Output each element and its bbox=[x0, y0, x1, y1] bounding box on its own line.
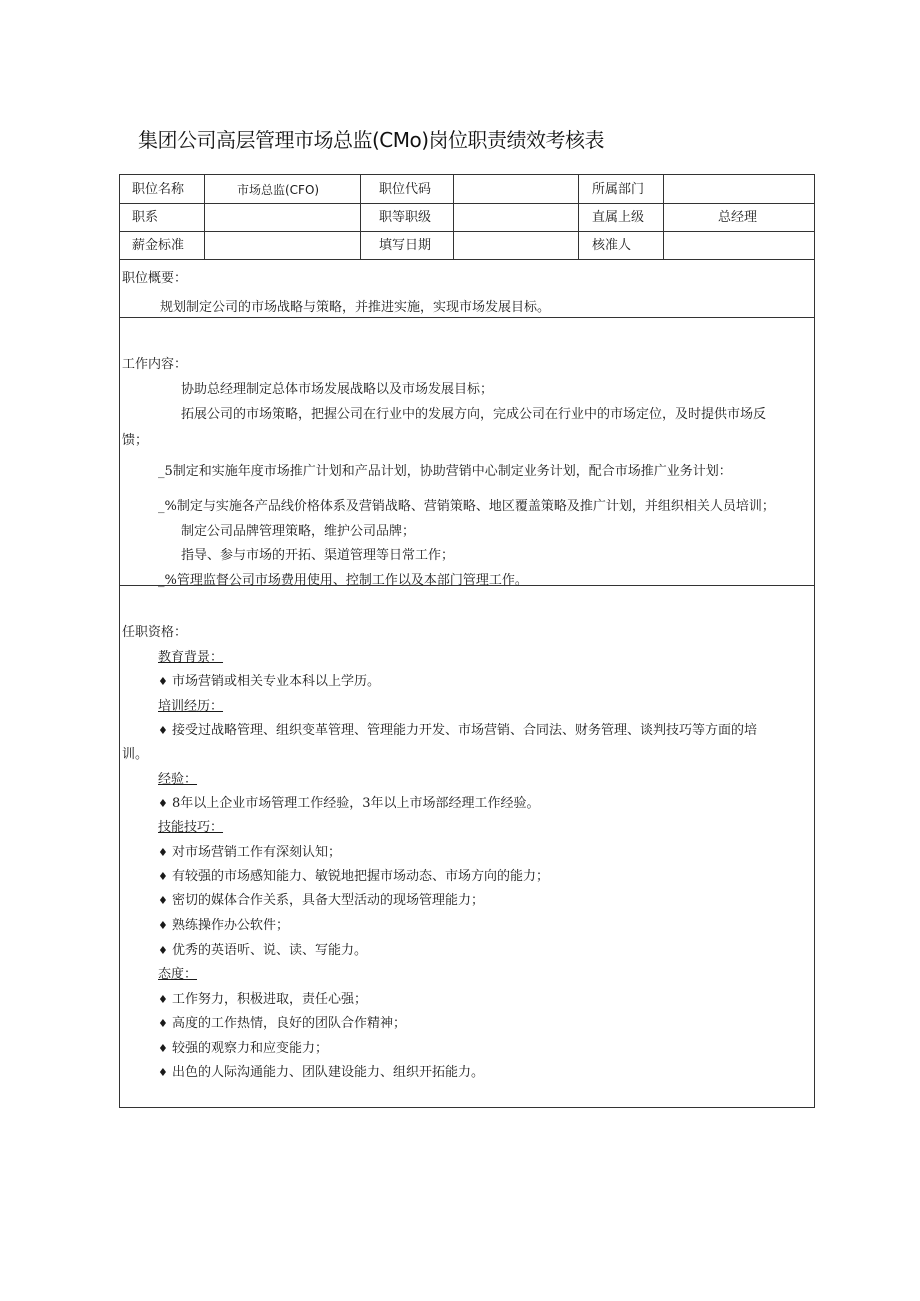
value-position-name: 市场总监(CFO) bbox=[237, 183, 320, 197]
work-heading: 工作内容： bbox=[122, 357, 188, 372]
attitude-item: ♦ 较强的观察力和应变能力； bbox=[158, 1041, 329, 1056]
skills-heading: 技能技巧： bbox=[158, 820, 224, 835]
work-item: 制定公司品牌管理策略，维护公司品牌； bbox=[181, 524, 416, 539]
attitude-item: ♦ 高度的工作热情，良好的团队合作精神； bbox=[158, 1016, 407, 1031]
education-item: ♦ 市场营销或相关专业本科以上学历。 bbox=[158, 674, 381, 689]
col-divider bbox=[663, 175, 664, 259]
training-item: ♦ 接受过战略管理、组织变革管理、管理能力开发、市场营销、合同法、财务管理、谈判技巧等方面的培 bbox=[158, 723, 758, 738]
training-item-continued: 训。 bbox=[122, 747, 149, 762]
label-supervisor: 直属上级 bbox=[592, 210, 645, 225]
overview-text: 规划制定公司的市场战略与策略，并推进实施，实现市场发展目标。 bbox=[160, 300, 551, 315]
col-divider bbox=[453, 175, 454, 259]
attitude-heading: 态度： bbox=[158, 967, 198, 982]
label-fill-date: 填写日期 bbox=[379, 238, 432, 253]
bullet-icon: ♦ bbox=[158, 1017, 168, 1030]
label-department: 所属部门 bbox=[592, 182, 645, 197]
training-heading: 培训经历： bbox=[158, 699, 224, 714]
skill-item: ♦ 有较强的市场感知能力、敏锐地把握市场动态、市场方向的能力； bbox=[158, 869, 550, 884]
col-divider bbox=[360, 175, 361, 259]
education-heading: 教育背景： bbox=[158, 650, 224, 665]
attitude-item: ♦ 出色的人际沟通能力、团队建设能力、组织开拓能力。 bbox=[158, 1065, 485, 1080]
label-position-code: 职位代码 bbox=[379, 182, 432, 197]
qualifications-heading: 任职资格： bbox=[122, 625, 188, 640]
skill-item: ♦ 密切的媒体合作关系，具备大型活动的现场管理能力； bbox=[158, 893, 485, 908]
label-grade: 职等职级 bbox=[379, 210, 432, 225]
work-item: 指导、参与市场的开拓、渠道管理等日常工作； bbox=[181, 548, 455, 563]
label-position-name: 职位名称 bbox=[132, 182, 185, 197]
attitude-item: ♦ 工作努力，积极进取，责任心强； bbox=[158, 992, 368, 1007]
label-salary: 薪金标准 bbox=[132, 238, 185, 253]
row-divider bbox=[120, 203, 814, 204]
value-supervisor: 总经理 bbox=[718, 210, 758, 225]
page-title: 集团公司高层管理市场总监(CMo)岗位职责绩效考核表 bbox=[138, 128, 605, 152]
bullet-icon: ♦ bbox=[158, 993, 168, 1006]
skill-item: ♦ 优秀的英语听、说、读、写能力。 bbox=[158, 943, 368, 958]
label-approver: 核准人 bbox=[592, 238, 632, 253]
section-divider bbox=[120, 317, 814, 318]
work-item-continued: 馈； bbox=[122, 433, 149, 448]
bullet-icon: ♦ bbox=[158, 846, 168, 859]
bullet-icon: ♦ bbox=[158, 894, 168, 907]
col-divider bbox=[578, 175, 579, 259]
bullet-icon: ♦ bbox=[158, 1042, 168, 1055]
work-item: _%制定与实施各产品线价格体系及营销战略、营销策略、地区覆盖策略及推广计划，并组织相关人员培训； bbox=[158, 499, 775, 514]
row-divider bbox=[120, 259, 814, 260]
label-job-family: 职系 bbox=[132, 210, 159, 225]
bullet-icon: ♦ bbox=[158, 797, 168, 810]
skill-item: ♦ 对市场营销工作有深刻认知； bbox=[158, 845, 342, 860]
bullet-icon: ♦ bbox=[158, 870, 168, 883]
work-item: 拓展公司的市场策略，把握公司在行业中的发展方向，完成公司在行业中的市场定位，及时提供市场反 bbox=[181, 407, 767, 422]
job-table bbox=[119, 174, 815, 1108]
col-divider bbox=[204, 175, 205, 259]
bullet-icon: ♦ bbox=[158, 675, 168, 688]
bullet-icon: ♦ bbox=[158, 944, 168, 957]
work-item: _5制定和实施年度市场推广计划和产品计划，协助营销中心制定业务计划，配合市场推广业务计划： bbox=[158, 464, 732, 479]
experience-item: ♦ 8年以上企业市场管理工作经验，3年以上市场部经理工作经验。 bbox=[158, 796, 540, 811]
row-divider bbox=[120, 231, 814, 232]
bullet-icon: ♦ bbox=[158, 1066, 168, 1079]
overview-heading: 职位概要： bbox=[122, 271, 188, 286]
work-item: _%管理监督公司市场费用使用、控制工作以及本部门管理工作。 bbox=[158, 573, 528, 588]
experience-heading: 经验： bbox=[158, 772, 198, 787]
work-item: 协助总经理制定总体市场发展战略以及市场发展目标； bbox=[181, 382, 494, 397]
bullet-icon: ♦ bbox=[158, 724, 168, 737]
bullet-icon: ♦ bbox=[158, 919, 168, 932]
skill-item: ♦ 熟练操作办公软件； bbox=[158, 918, 290, 933]
